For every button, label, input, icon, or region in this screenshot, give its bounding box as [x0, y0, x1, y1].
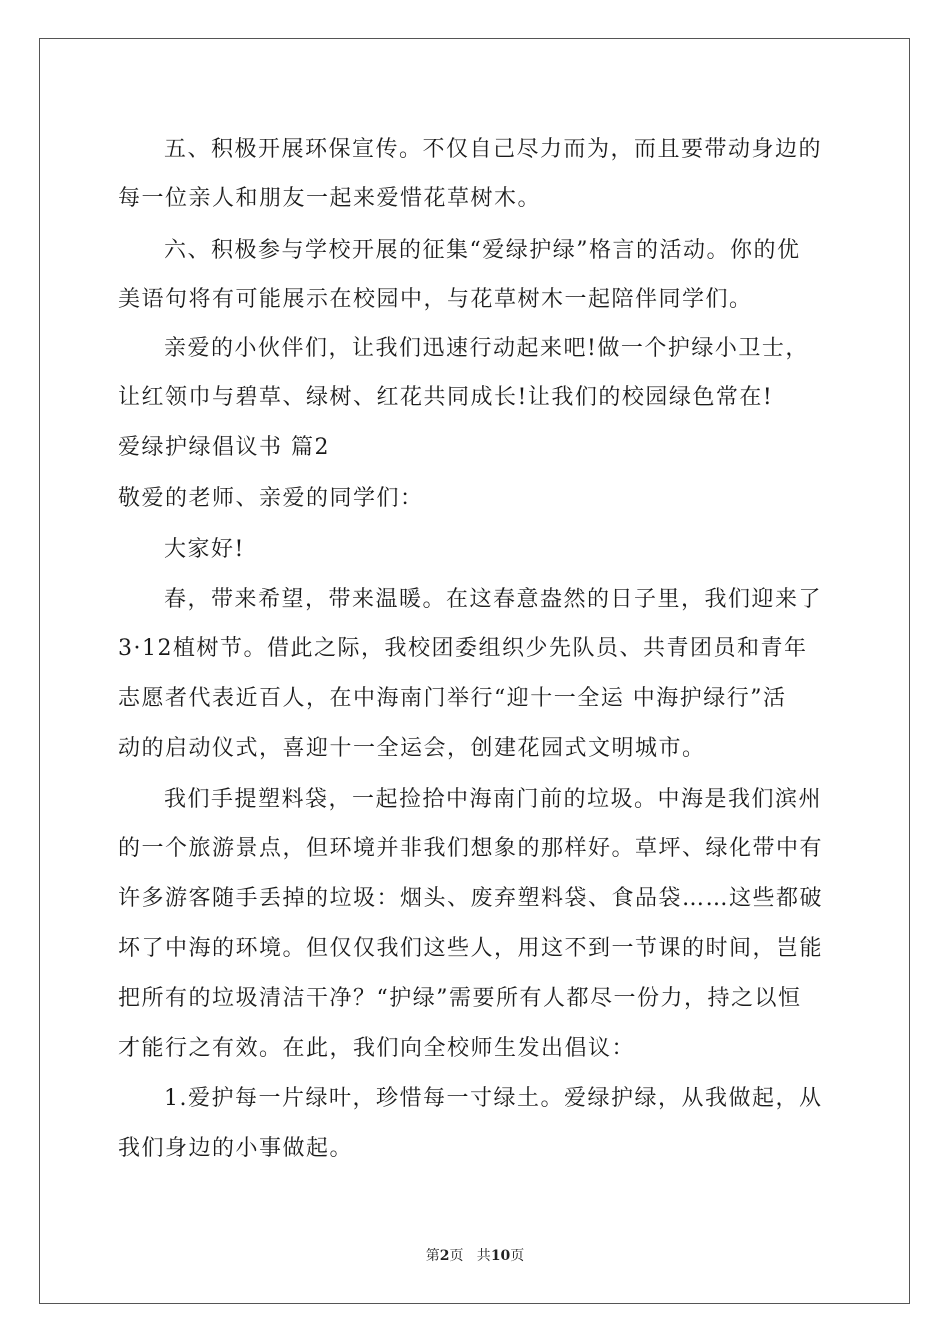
text-line: 让红领巾与碧草、绿树、红花共同成长!让我们的校园绿色常在! [118, 385, 774, 410]
section-heading: 爱绿护绿倡议书 篇2 [118, 435, 330, 460]
text-line: 六、积极参与学校开展的征集“爱绿护绿”格言的活动。你的优 [164, 238, 801, 263]
text-line: 坏了中海的环境。但仅仅我们这些人，用这不到一节课的时间，岂能 [118, 936, 824, 961]
text-line: 3·12植树节。借此之际，我校团委组织少先队员、共青团员和青年 [118, 636, 808, 661]
text-line: 五、积极开展环保宣传。不仅自己尽力而为，而且要带动身边的 [164, 137, 823, 162]
page-border [39, 38, 910, 1304]
greeting: 大家好! [164, 537, 245, 562]
page-suffix: 页 [510, 1248, 525, 1264]
text-line: 许多游客随手丢掉的垃圾：烟头、废弃塑料袋、食品袋……这些都破 [118, 886, 824, 911]
text-line: 才能行之有效。在此，我们向全校师生发出倡议： [118, 1036, 636, 1061]
page-total: 10 [490, 1248, 511, 1264]
text-line: 1.爱护每一片绿叶，珍惜每一寸绿土。爱绿护绿，从我做起，从 [164, 1086, 823, 1111]
text-line: 的一个旅游景点，但环境并非我们想象的那样好。草坪、绿化带中有 [118, 836, 824, 861]
page-footer [0, 1247, 950, 1265]
text-line: 春，带来希望，带来温暖。在这春意盎然的日子里，我们迎来了 [164, 587, 823, 612]
text-line: 我们身边的小事做起。 [118, 1136, 354, 1161]
text-line: 美语句将有可能展示在校园中，与花草树木一起陪伴同学们。 [118, 287, 753, 312]
text-line: 把所有的垃圾清洁干净？“护绿”需要所有人都尽一份力，持之以恒 [118, 986, 802, 1011]
text-line: 亲爱的小伙伴们，让我们迅速行动起来吧!做一个护绿小卫士， [164, 336, 809, 361]
page-current: 2 [439, 1248, 450, 1264]
salutation: 敬爱的老师、亲爱的同学们： [118, 486, 424, 511]
text-line: 志愿者代表近百人，在中海南门举行“迎十一全运 中海护绿行”活 [118, 686, 787, 711]
text-line: 每一位亲人和朋友一起来爱惜花草树木。 [118, 186, 542, 211]
text-line: 动的启动仪式，喜迎十一全运会，创建花园式文明城市。 [118, 736, 706, 761]
page-mid: 页 共 [449, 1248, 491, 1264]
text-line: 我们手提塑料袋，一起捡拾中海南门前的垃圾。中海是我们滨州 [164, 787, 823, 812]
page-prefix: 第 [425, 1248, 440, 1264]
